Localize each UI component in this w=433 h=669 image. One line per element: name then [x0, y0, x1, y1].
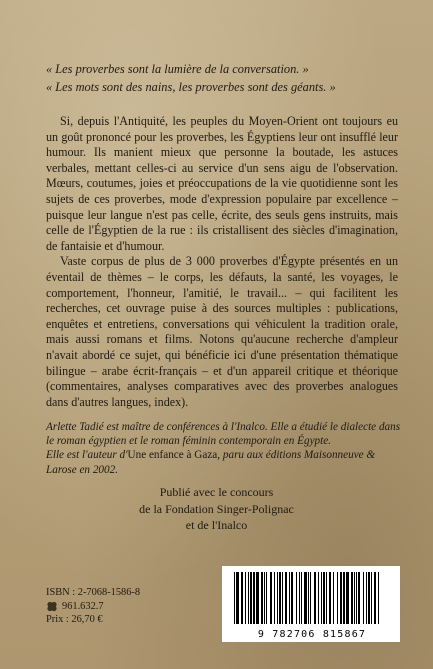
barcode-bar [329, 572, 331, 624]
author-bio-line-2 [46, 448, 406, 476]
barcode-bar [351, 572, 353, 624]
isbn: ISBN : 2-7068-1586-8 [46, 587, 141, 598]
barcode-bar [340, 572, 342, 624]
barcode-bar [277, 572, 278, 624]
barcode-bar [368, 572, 370, 624]
barcode-bar [253, 572, 255, 624]
barcode-bar [245, 572, 246, 624]
author-bio-text-a: Elle est l'auteur d' [46, 449, 128, 462]
price: Prix : 26,70 € [46, 614, 103, 626]
barcode-bar [378, 572, 379, 624]
blurb [46, 114, 398, 410]
barcode-bar [270, 572, 272, 624]
catalog-code: 961.632.7 [62, 600, 104, 612]
barcode-bar [318, 572, 319, 624]
barcode-bar [296, 572, 297, 624]
epigraph-quotes [46, 60, 416, 96]
barcode-bar [346, 572, 349, 624]
sponsorship-note [0, 484, 433, 534]
barcode-bar [274, 572, 275, 624]
barcode-bar [358, 572, 360, 624]
barcode-bar [310, 572, 311, 624]
author-book-title: Une enfance à Gaza [127, 449, 218, 462]
barcode-bar [261, 572, 263, 624]
blurb-paragraph-2: Vaste corpus de plus de 3 000 proverbes d'Égypte présentés en un éventail de thèmes – le corps, les défauts, la santé, les voyages, le comportement, l'honneur, l'amitié, le travail... – qui facilitent les recherches, cet ouvrage puise à des sources multiples : publications, enquêtes et entretiens, conversations qui véhiculent la tradition orale, mais aussi romans et films. Notons qu'aucune recherche d'ampleur n'avait abordé ce sujet, qui bénéficie ici d'une présentation thématique bilingue – arabe écrit-français – et d'un appareil critique et théorique (commentaires, analyses comparatives avec des proverbes analogues dans d'autres langues, index). [46, 254, 398, 409]
barcode-bar [279, 572, 281, 624]
barcode [222, 566, 400, 642]
barcode-bar [363, 572, 364, 624]
barcode-bar [234, 572, 235, 624]
barcode-bar [333, 572, 334, 624]
barcode-bar [314, 572, 316, 624]
author-bio [46, 420, 406, 477]
barcode-bar [354, 572, 355, 624]
book-info [46, 586, 196, 627]
barcode-bar [343, 572, 345, 624]
barcode-bar [282, 572, 283, 624]
clover-logo-icon [46, 601, 58, 612]
author-bio-text-b: , paru aux éditions Maisonneuve & Larose en 2002. [46, 449, 376, 476]
barcode-bar [256, 572, 259, 624]
barcode-bar [241, 572, 243, 624]
sponsorship-line-2: de la Fondation Singer-Polignac [139, 501, 294, 516]
barcode-bar [356, 572, 357, 624]
barcode-bar [301, 572, 302, 624]
barcode-bar [326, 572, 327, 624]
barcode-bar [299, 572, 300, 624]
barcode-bar [248, 572, 249, 624]
barcode-bar [285, 572, 287, 624]
barcode-bar [321, 572, 322, 624]
barcode-bar [236, 572, 239, 624]
barcode-bar [308, 572, 309, 624]
blurb-paragraph-1: Si, depuis l'Antiquité, les peuples du Moyen-Orient ont toujours eu un goût prononcé pour les proverbes, les Égyptiens leur ont insufflé leur humour. Ils manient mieux que personne la boutade, les astuces verbales, mettant celles-ci au service d'un sens aigu de l'observation. Mœurs, coutumes, joies et préoccupations de la vie quotidienne sont les sujets de ces proverbes, mode d'expression populaire par excellence – puisque leur langue n'est pas celle, écrite, des seuls gens instruits, mais celle de l'Égyptien de la rue : ils cristallisent des siècles d'imagination, de fantaisie et d'humour. [46, 114, 398, 253]
author-bio-line-1: Arlette Tadié est maître de conférences à l'Inalco. Elle a étudié le dialecte dans le roman égyptien et le roman féminin contemporain en Égypte. [46, 421, 401, 448]
barcode-bar [337, 572, 338, 624]
barcode-bar [304, 572, 307, 624]
quote-1: « Les proverbes sont la lumière de la conversation. » [46, 62, 309, 76]
barcode-bar [371, 572, 372, 624]
barcode-bar [291, 572, 293, 624]
barcode-bar [264, 572, 265, 624]
sponsorship-line-3: et de l'Inalco [185, 518, 248, 532]
barcode-bar [289, 572, 290, 624]
sponsorship-line-1: Publié avec le concours [159, 485, 274, 499]
barcode-bar [266, 572, 267, 624]
barcode-bar [323, 572, 325, 624]
code-row [46, 600, 196, 614]
barcode-bar [374, 572, 376, 624]
barcode-bar [250, 572, 252, 624]
barcode-digits: 9 782706 815867 [257, 629, 367, 640]
barcode-bar [366, 572, 367, 624]
barcode-bars [222, 566, 400, 630]
quote-2: « Les mots sont des nains, les proverbes sont des géants. » [46, 80, 336, 94]
